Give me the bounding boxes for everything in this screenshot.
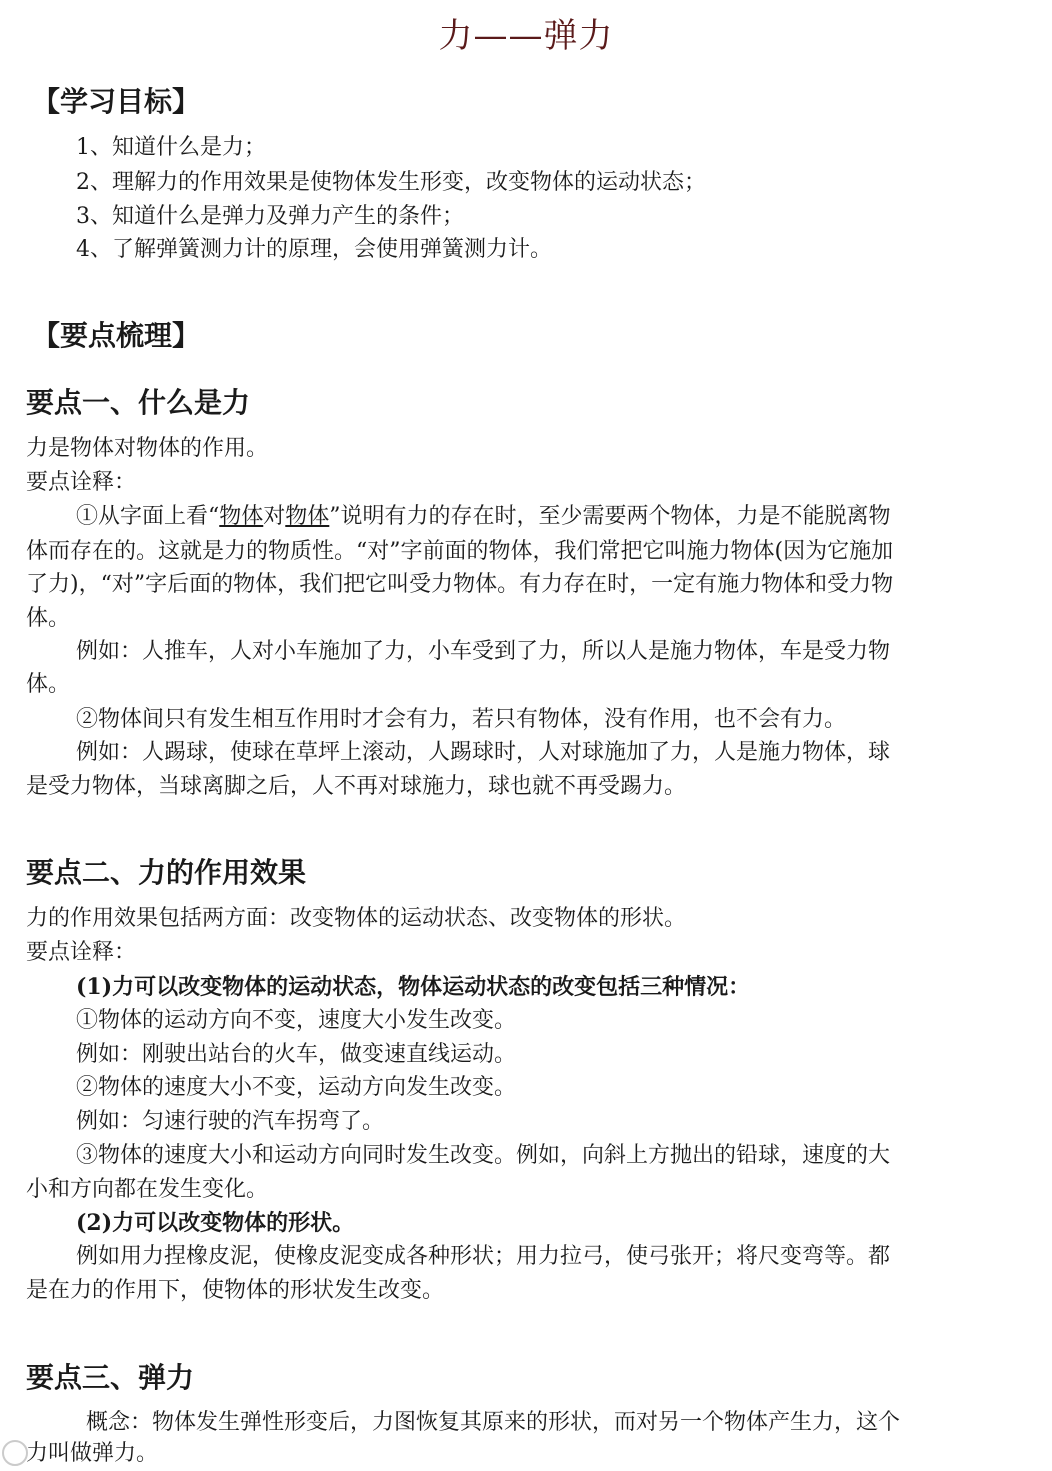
keypoints-heading: 【要点梳理】	[32, 319, 201, 352]
point2-example1: 例如：刚驶出站台的火车，做变速直线运动。	[76, 1042, 517, 1067]
goal-item: 2、理解力的作用效果是使物体发生形变，改变物体的运动状态；	[76, 170, 706, 195]
text-run: ”说明有力的存在时，至少需要两个物体，力是不能脱离物	[329, 504, 891, 529]
point2-case1: ①物体的运动方向不变，速度大小发生改变。	[76, 1008, 517, 1033]
watermark-icon	[2, 1440, 28, 1466]
text-run: ①从字面上看“	[76, 504, 220, 529]
point1-para2: ②物体间只有发生相互作用时才会有力，若只有物体，没有作用，也不会有力。	[76, 707, 847, 732]
point3-heading: 要点三、弹力	[26, 1361, 195, 1394]
goal-item: 4、了解弹簧测力计的原理，会使用弹簧测力计。	[76, 237, 552, 262]
point2-example2: 例如：匀速行驶的汽车拐弯了。	[76, 1109, 385, 1134]
point1-example1-line1: 例如：人推车，人对小车施加了力，小车受到了力，所以人是施力物体，车是受力物	[76, 639, 891, 664]
point2-subheading-2: (2)力可以改变物体的形状。	[76, 1210, 355, 1236]
point1-example2-line2: 是受力物体，当球离脚之后，人不再对球施力，球也就不再受踢力。	[26, 774, 687, 799]
point2-definition: 力的作用效果包括两方面：改变物体的运动状态、改变物体的形状。	[26, 906, 687, 931]
goals-heading: 【学习目标】	[32, 85, 201, 118]
point2-subheading-1: (1)力可以改变物体的运动状态，物体运动状态的改变包括三种情况：	[76, 974, 751, 1000]
point2-example3-line1: 例如用力捏橡皮泥，使橡皮泥变成各种形状；用力拉弓，使弓张开；将尺变弯等。都	[76, 1244, 891, 1269]
point1-example1-line2: 体。	[26, 672, 71, 697]
point2-case2: ②物体的速度大小不变，运动方向发生改变。	[76, 1075, 517, 1100]
point1-para1-line1	[76, 501, 891, 533]
page-title: 力——弹力	[438, 16, 614, 56]
point1-example2-line1: 例如：人踢球，使球在草坪上滚动，人踢球时，人对球施加了力，人是施力物体，球	[76, 740, 891, 765]
point2-case3-line2: 小和方向都在发生变化。	[26, 1177, 269, 1202]
point2-example3-line2: 是在力的作用下，使物体的形状发生改变。	[26, 1278, 445, 1303]
text-run: 对	[263, 504, 286, 529]
point1-para1-line4: 体。	[26, 606, 71, 631]
goal-item: 3、知道什么是弹力及弹力产生的条件；	[76, 204, 464, 229]
goal-item: 1、知道什么是力；	[76, 135, 266, 160]
point1-explain-label: 要点诠释：	[26, 470, 137, 495]
point1-para1-line2: 体而存在的。这就是力的物质性。“对”字前面的物体，我们常把它叫施力物体(因为它施加	[26, 539, 894, 564]
watermark	[2, 1440, 32, 1466]
underlined-term: 物体	[285, 504, 330, 529]
point1-definition: 力是物体对物体的作用。	[26, 436, 269, 461]
point2-explain-label: 要点诠释：	[26, 940, 137, 965]
underlined-term: 物体	[219, 504, 264, 529]
point1-heading: 要点一、什么是力	[26, 386, 251, 419]
point1-para1-line3: 了力)，“对”字后面的物体，我们把它叫受力物体。有力存在时，一定有施力物体和受力物	[26, 572, 894, 597]
point2-case3-line1: ③物体的速度大小和运动方向同时发生改变。例如，向斜上方抛出的铅球，速度的大	[76, 1143, 891, 1168]
point2-heading: 要点二、力的作用效果	[26, 856, 307, 889]
point3-concept-line1: 概念：物体发生弹性形变后，力图恢复其原来的形状，而对另一个物体产生力，这个	[86, 1410, 901, 1435]
point3-concept-line2: 力叫做弹力。	[26, 1441, 159, 1466]
